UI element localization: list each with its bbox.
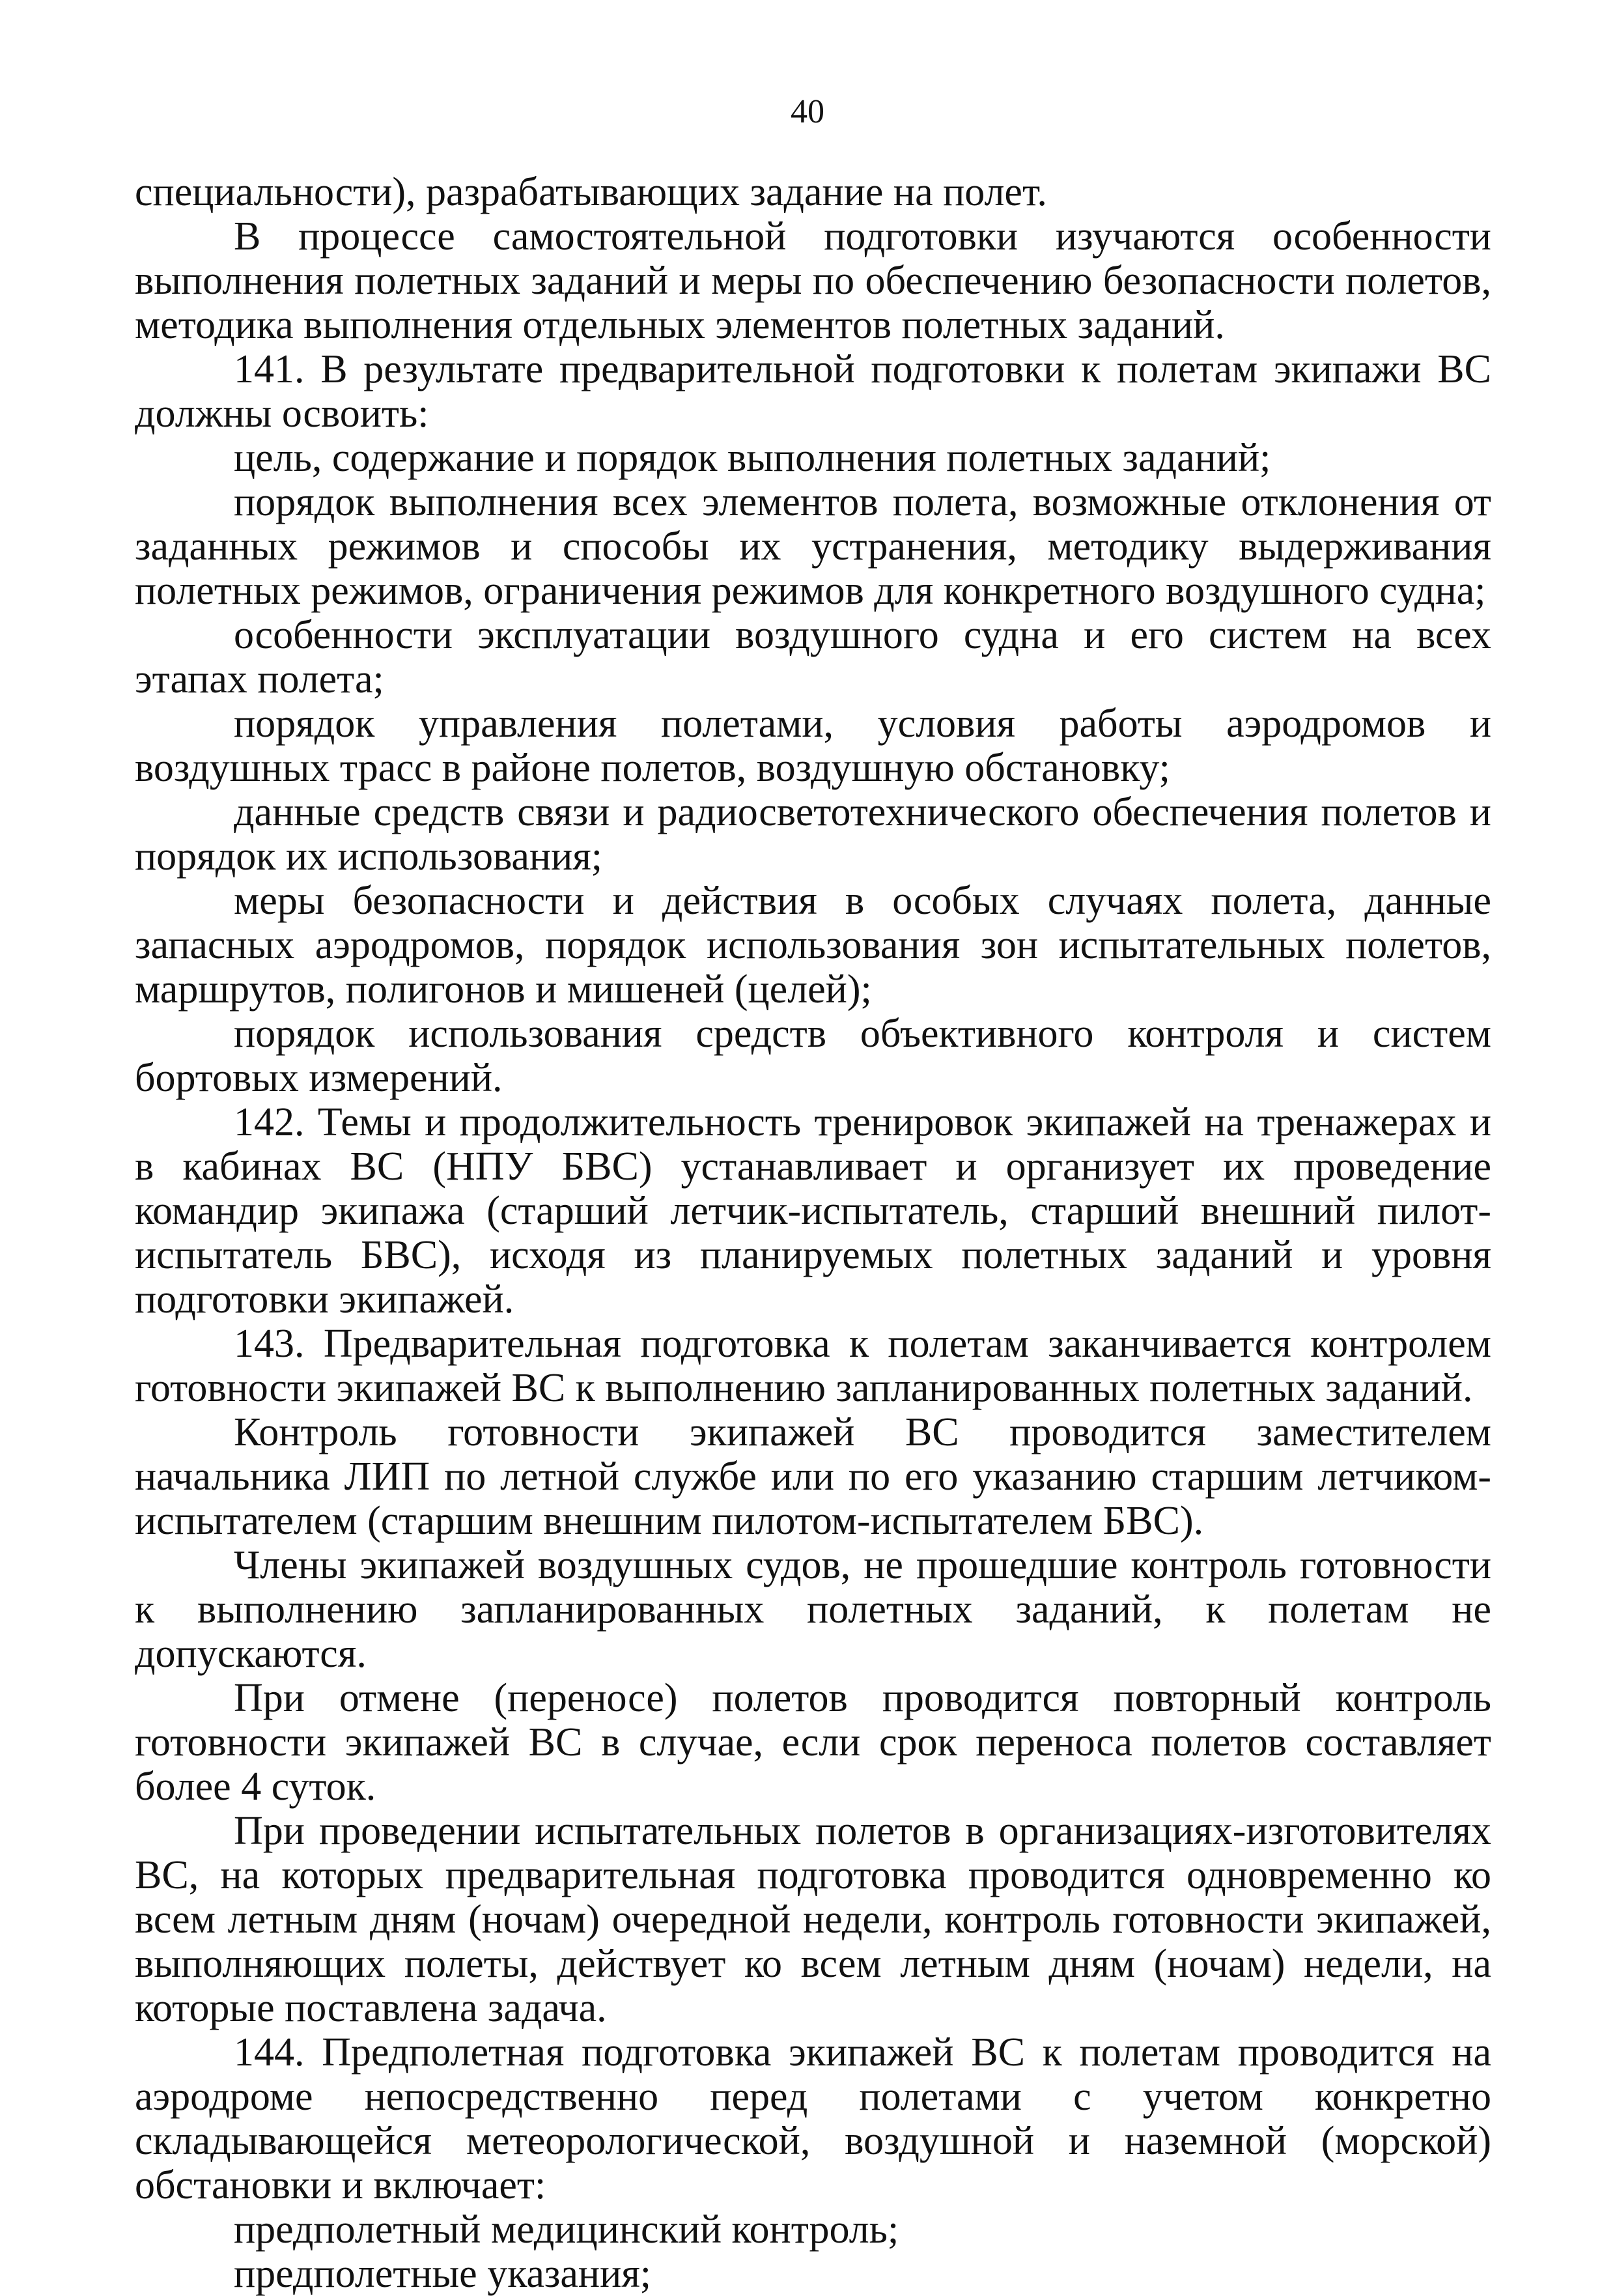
paragraph-item-144: 144. Предполетная подготовка экипажей ВС к полетам проводится на аэродроме непосредственно перед полетами с учетом конкретно складывающейся метеорологической, воздушной и наземной (морской) обстановки и включает: [135, 2030, 1491, 2207]
list-item: особенности эксплуатации воздушного судна и его систем на всех этапах полета; [135, 613, 1491, 702]
paragraph: Контроль готовности экипажей ВС проводится заместителем начальника ЛИП по летной службе или по его указанию старшим летчиком-испытателем (старшим внешним пилотом-испытателем БВС). [135, 1410, 1491, 1543]
paragraph-item-142: 142. Темы и продолжительность тренировок экипажей на тренажерах и в кабинах ВС (НПУ БВС) устанавливает и организует их проведение командир экипажа (старший летчик-испытатель, старший внешний пилот-испытатель БВС), исходя из планируемых полетных заданий и уровня подготовки экипажей. [135, 1100, 1491, 1322]
paragraph: При проведении испытательных полетов в организациях-изготовителях ВС, на которых предварительная подготовка проводится одновременно ко всем летным дням (ночам) очередной недели, контроль готовности экипажей, выполняющих полеты, действует ко всем летным дням (ночам) недели, на которые поставлена задача. [135, 1809, 1491, 2030]
paragraph: В процессе самостоятельной подготовки изучаются особенности выполнения полетных заданий и меры по обеспечению безопасности полетов, методика выполнения отдельных элементов полетных заданий. [135, 214, 1491, 347]
page-number: 40 [791, 93, 824, 130]
list-item: данные средств связи и радиосветотехнического обеспечения полетов и порядок их использования; [135, 790, 1491, 879]
list-item: порядок использования средств объективного контроля и систем бортовых измерений. [135, 1012, 1491, 1100]
list-item: предполетный медицинский контроль; [234, 2207, 899, 2252]
list-item: меры безопасности и действия в особых случаях полета, данные запасных аэродромов, порядок использования зон испытательных полетов, маршрутов, полигонов и мишеней (целей); [135, 879, 1491, 1012]
paragraph: При отмене (переносе) полетов проводится повторный контроль готовности экипажей ВС в случае, если срок переноса полетов составляет более 4 суток. [135, 1676, 1491, 1809]
list-item: порядок выполнения всех элементов полета, возможные отклонения от заданных режимов и способы их устранения, методику выдерживания полетных режимов, ограничения режимов для конкретного воздушного судна; [135, 480, 1491, 613]
paragraph: специальности), разрабатывающих задание на полет. [135, 170, 1047, 214]
list-item: цель, содержание и порядок выполнения полетных заданий; [234, 436, 1271, 480]
list-item: порядок управления полетами, условия работы аэродромов и воздушных трасс в районе полетов, воздушную обстановку; [135, 702, 1491, 790]
paragraph-item-141: 141. В результате предварительной подготовки к полетам экипажи ВС должны освоить: [135, 347, 1491, 436]
document-body [135, 170, 1491, 2296]
list-item: предполетные указания; [234, 2252, 652, 2296]
paragraph-item-143: 143. Предварительная подготовка к полетам заканчивается контролем готовности экипажей ВС к выполнению запланированных полетных заданий. [135, 1322, 1491, 1410]
paragraph: Члены экипажей воздушных судов, не прошедшие контроль готовности к выполнению запланированных полетных заданий, к полетам не допускаются. [135, 1543, 1491, 1676]
